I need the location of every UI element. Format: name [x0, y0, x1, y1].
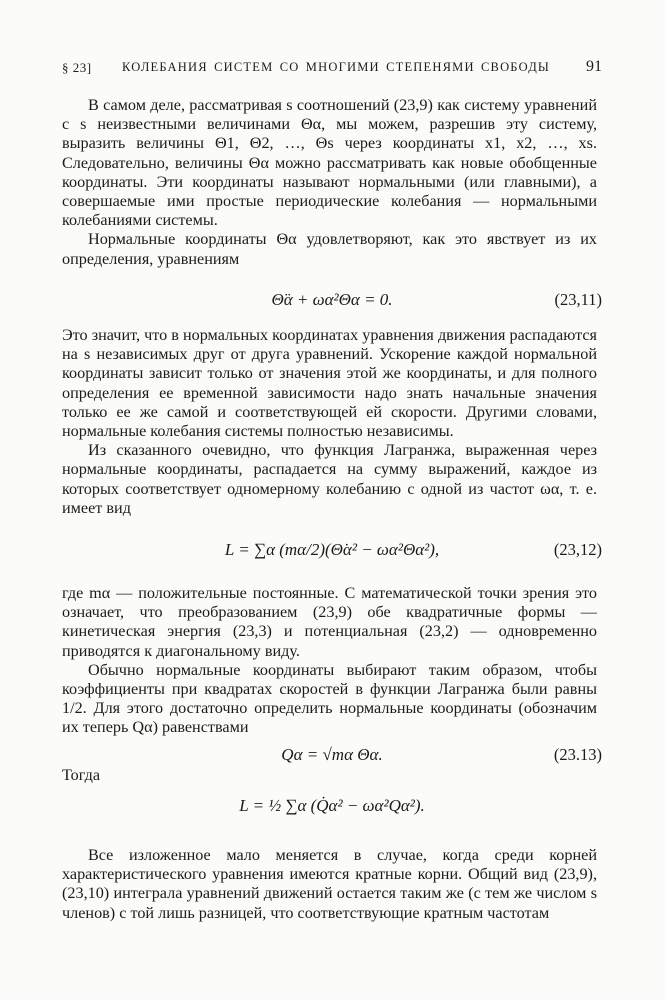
equation-23-13	[62, 745, 602, 785]
paragraph-positive-constants: где mα — положительные постоянные. С математической точки зрения это означает, что преобразованием (23,9) обе квадратичные формы — кинетическая энергия (23,3) и потенциальная (23,2) — одновременно приводятся к диагональному виду.	[62, 584, 597, 660]
equation-formula: Θ̈α + ωα²Θα = 0.	[271, 290, 393, 309]
paragraph-independent-equations: Это значит, что в нормальных координатах уравнения движения распадаются на s независимых друг от друга уравнений. Ускорение каждой нормальной координаты зависит только от значения этой же координаты, и для полного определения ее временной зависимости надо знать начальные значения только ее же самой и соответствующей ей скорости. Другими словами, нормальные колебания системы полностью независимы.	[62, 326, 597, 441]
equation-number: (23,12)	[553, 540, 602, 559]
equation-number: (23,11)	[554, 290, 602, 309]
equation-formula: Qα = √mα Θα.	[281, 745, 383, 764]
body-block-3	[62, 584, 597, 738]
body-block-1	[62, 96, 597, 269]
equation-formula: L = ∑α (mα/2)(Θ̇α² − ωα²Θα²),	[224, 540, 440, 559]
paragraph-equations-intro: Нормальные координаты Θα удовлетворяют, как это явствует из их определения, уравнениям	[62, 230, 597, 268]
equation-23-11	[62, 290, 602, 330]
equation-number: (23.13)	[553, 745, 602, 764]
word-togda: Тогда	[62, 766, 101, 784]
section-reference: § 23]	[62, 60, 92, 75]
paragraph-multiple-roots: Все изложенное мало меняется в случае, когда среди корней характеристического уравнения имеются кратные корни. Общий вид (23,9), (23,10) интеграла уравнений движений остается таким же (с тем же числом s членов) с той лишь разницей, что соответствующие кратным частотам	[62, 846, 597, 922]
page-number: 91	[586, 58, 602, 75]
equation-23-12	[62, 540, 602, 580]
running-header	[62, 60, 602, 82]
chapter-title: КОЛЕБАНИЯ СИСТЕМ СО МНОГИМИ СТЕПЕНЯМИ СВОБОДЫ	[122, 60, 551, 74]
paragraph-lagrange-sum: Из сказанного очевидно, что функция Лагранжа, выраженная через нормальные координаты, распадается на сумму выражений, каждое из которых соответствует одномерному колебанию с одной из частот ωα, т. е. имеет вид	[62, 441, 597, 517]
paragraph-normal-coordinates: В самом деле, рассматривая s соотношений (23,9) как систему уравнений с s неизвестными величинами Θα, мы можем, разрешив эту систему, выразить величины Θ1, Θ2, …, Θs через координаты x1, x2, …, xs. Следовательно, величины Θα можно рассматривать как новые обобщенные координаты. Эти координаты называют нормальными (или главными), а совершаемые ими простые периодические колебания — нормальными колебаниями системы.	[62, 96, 597, 230]
equation-formula: L = ½ ∑α (Q̇α² − ωα²Qα²).	[239, 796, 425, 815]
body-block-2	[62, 326, 597, 518]
body-block-4	[62, 846, 597, 923]
paragraph-normalization: Обычно нормальные координаты выбирают таким образом, чтобы коэффициенты при квадратах скоростей в функции Лагранжа были равны 1/2. Для этого достаточно определить нормальные координаты (обозначим их теперь Qα) равенствами	[62, 660, 597, 737]
equation-lagrangian-q	[62, 796, 602, 836]
